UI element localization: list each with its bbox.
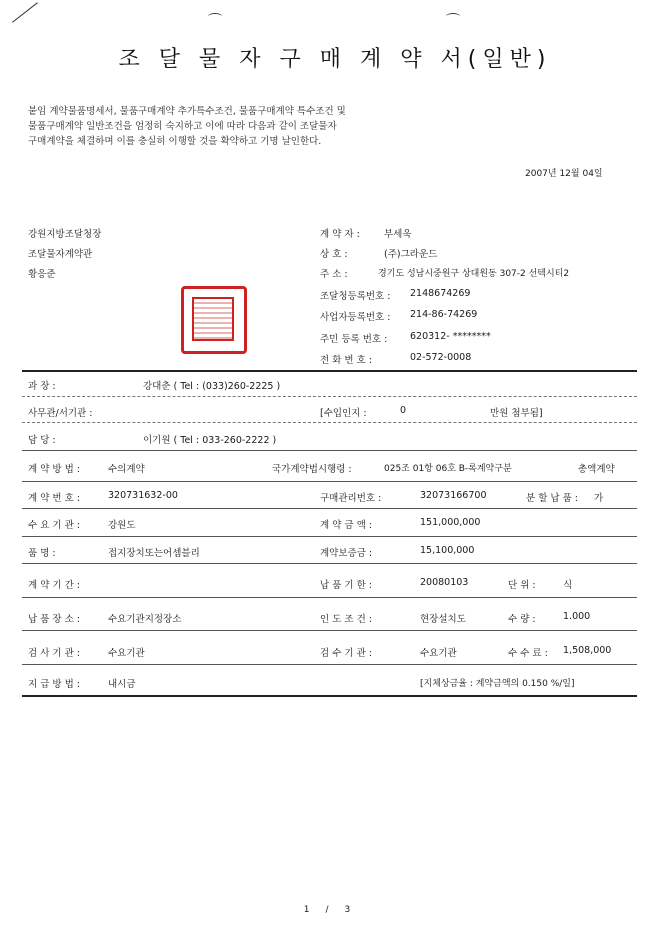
item-value: 접지장치또는어셈블리 <box>108 548 200 559</box>
phone-value: 02-572-0008 <box>410 352 472 363</box>
payment-label: 지 급 방 법 : <box>28 679 80 690</box>
contractor-label: 계 약 자 : <box>320 229 360 240</box>
total-contract-label: 총액계약 <box>578 464 615 475</box>
intro-paragraph <box>28 104 346 149</box>
inspect-value: 수요기관 <box>108 648 145 659</box>
amount-value: 151,000,000 <box>420 517 481 528</box>
proc-reg-value: 2148674269 <box>410 288 471 299</box>
demand-org-value: 강원도 <box>108 520 136 531</box>
company-value: (주)그라운드 <box>384 249 438 260</box>
unit-value: 식 <box>563 580 573 591</box>
page-number <box>0 905 670 915</box>
document-title: 조 달 물 자 구 매 계 약 서(일반) <box>118 47 552 72</box>
deposit-label: 계약보증금 : <box>320 548 373 559</box>
quantity-value: 1.000 <box>563 611 591 622</box>
staff-value: 이기원 ( Tel : 033-260-2222 ) <box>143 435 277 446</box>
place-label: 납 품 장 소 : <box>28 614 80 625</box>
deposit-value: 15,100,000 <box>420 545 475 556</box>
revenue-stamp-value: 0 <box>400 405 407 416</box>
staff-label: 담 당 : <box>28 435 56 446</box>
address-value: 경기도 성남시중원구 상대원동 307-2 선텍시티2 <box>378 269 570 279</box>
law-label: 국가계약법시행령 : <box>272 464 352 475</box>
fee-label: 수 수 료 : <box>508 648 548 659</box>
row-divider <box>22 481 637 482</box>
contract-no-value: 320731632-00 <box>108 490 178 501</box>
row-divider <box>22 450 637 451</box>
binder-hole <box>208 13 222 20</box>
delivery-date-value: 20080103 <box>420 577 469 588</box>
table-top-rule <box>22 370 637 372</box>
accept-label: 검 수 기 관 : <box>320 648 372 659</box>
resident-label: 주민 등록 번호 : <box>320 334 388 345</box>
address-label: 주 소 : <box>320 269 348 280</box>
clerk-label: 사무관/서기관 : <box>28 408 93 419</box>
law-value: 025조 01항 06호 B-록계약구분 <box>384 464 512 474</box>
chief-value: 강대춘 ( Tel : (033)260-2225 ) <box>143 381 281 392</box>
split-delivery-value: 가 <box>594 493 604 504</box>
item-label: 품 명 : <box>28 548 56 559</box>
resident-value: 620312- ******** <box>410 331 491 342</box>
row-divider <box>22 422 637 423</box>
row-divider <box>22 664 637 665</box>
contract-date: 2007년 12월 04일 <box>525 169 603 179</box>
purchase-no-label: 구매관리번호 : <box>320 493 382 504</box>
biz-reg-value: 214-86-74269 <box>410 309 478 320</box>
delivery-date-label: 납 품 기 한 : <box>320 580 372 591</box>
buyer-office: 강원지방조달청장 <box>28 229 102 240</box>
phone-label: 전 화 번 호 : <box>320 355 372 366</box>
scan-mark <box>12 2 38 23</box>
row-divider <box>22 563 637 564</box>
row-divider <box>22 630 637 631</box>
contract-no-label: 계 약 번 호 : <box>28 493 80 504</box>
payment-value: 내시금 <box>108 679 136 690</box>
seal-pattern <box>192 297 234 341</box>
page-current: 1 <box>303 905 326 915</box>
terms-value: 현장설치도 <box>420 614 466 625</box>
terms-label: 인 도 조 건 : <box>320 614 372 625</box>
page-total: 3 <box>344 905 367 915</box>
inspect-label: 검 사 기 관 : <box>28 648 80 659</box>
quantity-label: 수 량 : <box>508 614 536 625</box>
revenue-stamp-suffix: 만원 첨부됨] <box>490 408 543 419</box>
delay-penalty-rate: [지체상금율 : 계약금액의 0.150 %/일] <box>420 679 575 689</box>
buyer-name: 황응준 <box>28 269 56 280</box>
contractor-value: 부세욱 <box>384 229 412 240</box>
amount-label: 계 약 금 액 : <box>320 520 372 531</box>
intro-line: 물품구매계약 일반조건을 엄정히 숙지하고 이에 따라 다음과 같이 조달물자 <box>28 121 337 132</box>
row-divider <box>22 597 637 598</box>
demand-org-label: 수 요 기 관 : <box>28 520 80 531</box>
period-label: 계 약 기 간 : <box>28 580 80 591</box>
chief-label: 과 장 : <box>28 381 56 392</box>
unit-label: 단 위 : <box>508 580 536 591</box>
accept-value: 수요기관 <box>420 648 457 659</box>
proc-reg-label: 조달청등록번호 : <box>320 291 391 302</box>
biz-reg-label: 사업자등록번호 : <box>320 312 391 323</box>
fee-value: 1,508,000 <box>563 645 612 656</box>
intro-line: 붙임 계약물품명세서, 물품구매계약 추가특수조건, 물품구매계약 특수조건 및 <box>28 106 346 117</box>
purchase-no-value: 32073166700 <box>420 490 487 501</box>
official-seal <box>181 286 247 354</box>
split-delivery-label: 분 할 납 품 : <box>526 493 578 504</box>
binder-hole <box>446 13 460 20</box>
company-label: 상 호 : <box>320 249 348 260</box>
row-divider <box>22 508 637 509</box>
buyer-role: 조달물자계약관 <box>28 249 93 260</box>
row-divider <box>22 396 637 397</box>
intro-line: 구매계약을 체결하며 이를 충실히 이행할 것을 확약하고 기명 날인한다. <box>28 136 322 147</box>
row-divider <box>22 536 637 537</box>
revenue-stamp-label: [수입인지 : <box>320 408 367 419</box>
page-separator: / <box>325 905 345 915</box>
table-bottom-rule <box>22 695 637 697</box>
method-value: 수의계약 <box>108 464 145 475</box>
method-label: 계 약 방 법 : <box>28 464 80 475</box>
place-value: 수요기관지정장소 <box>108 614 182 625</box>
